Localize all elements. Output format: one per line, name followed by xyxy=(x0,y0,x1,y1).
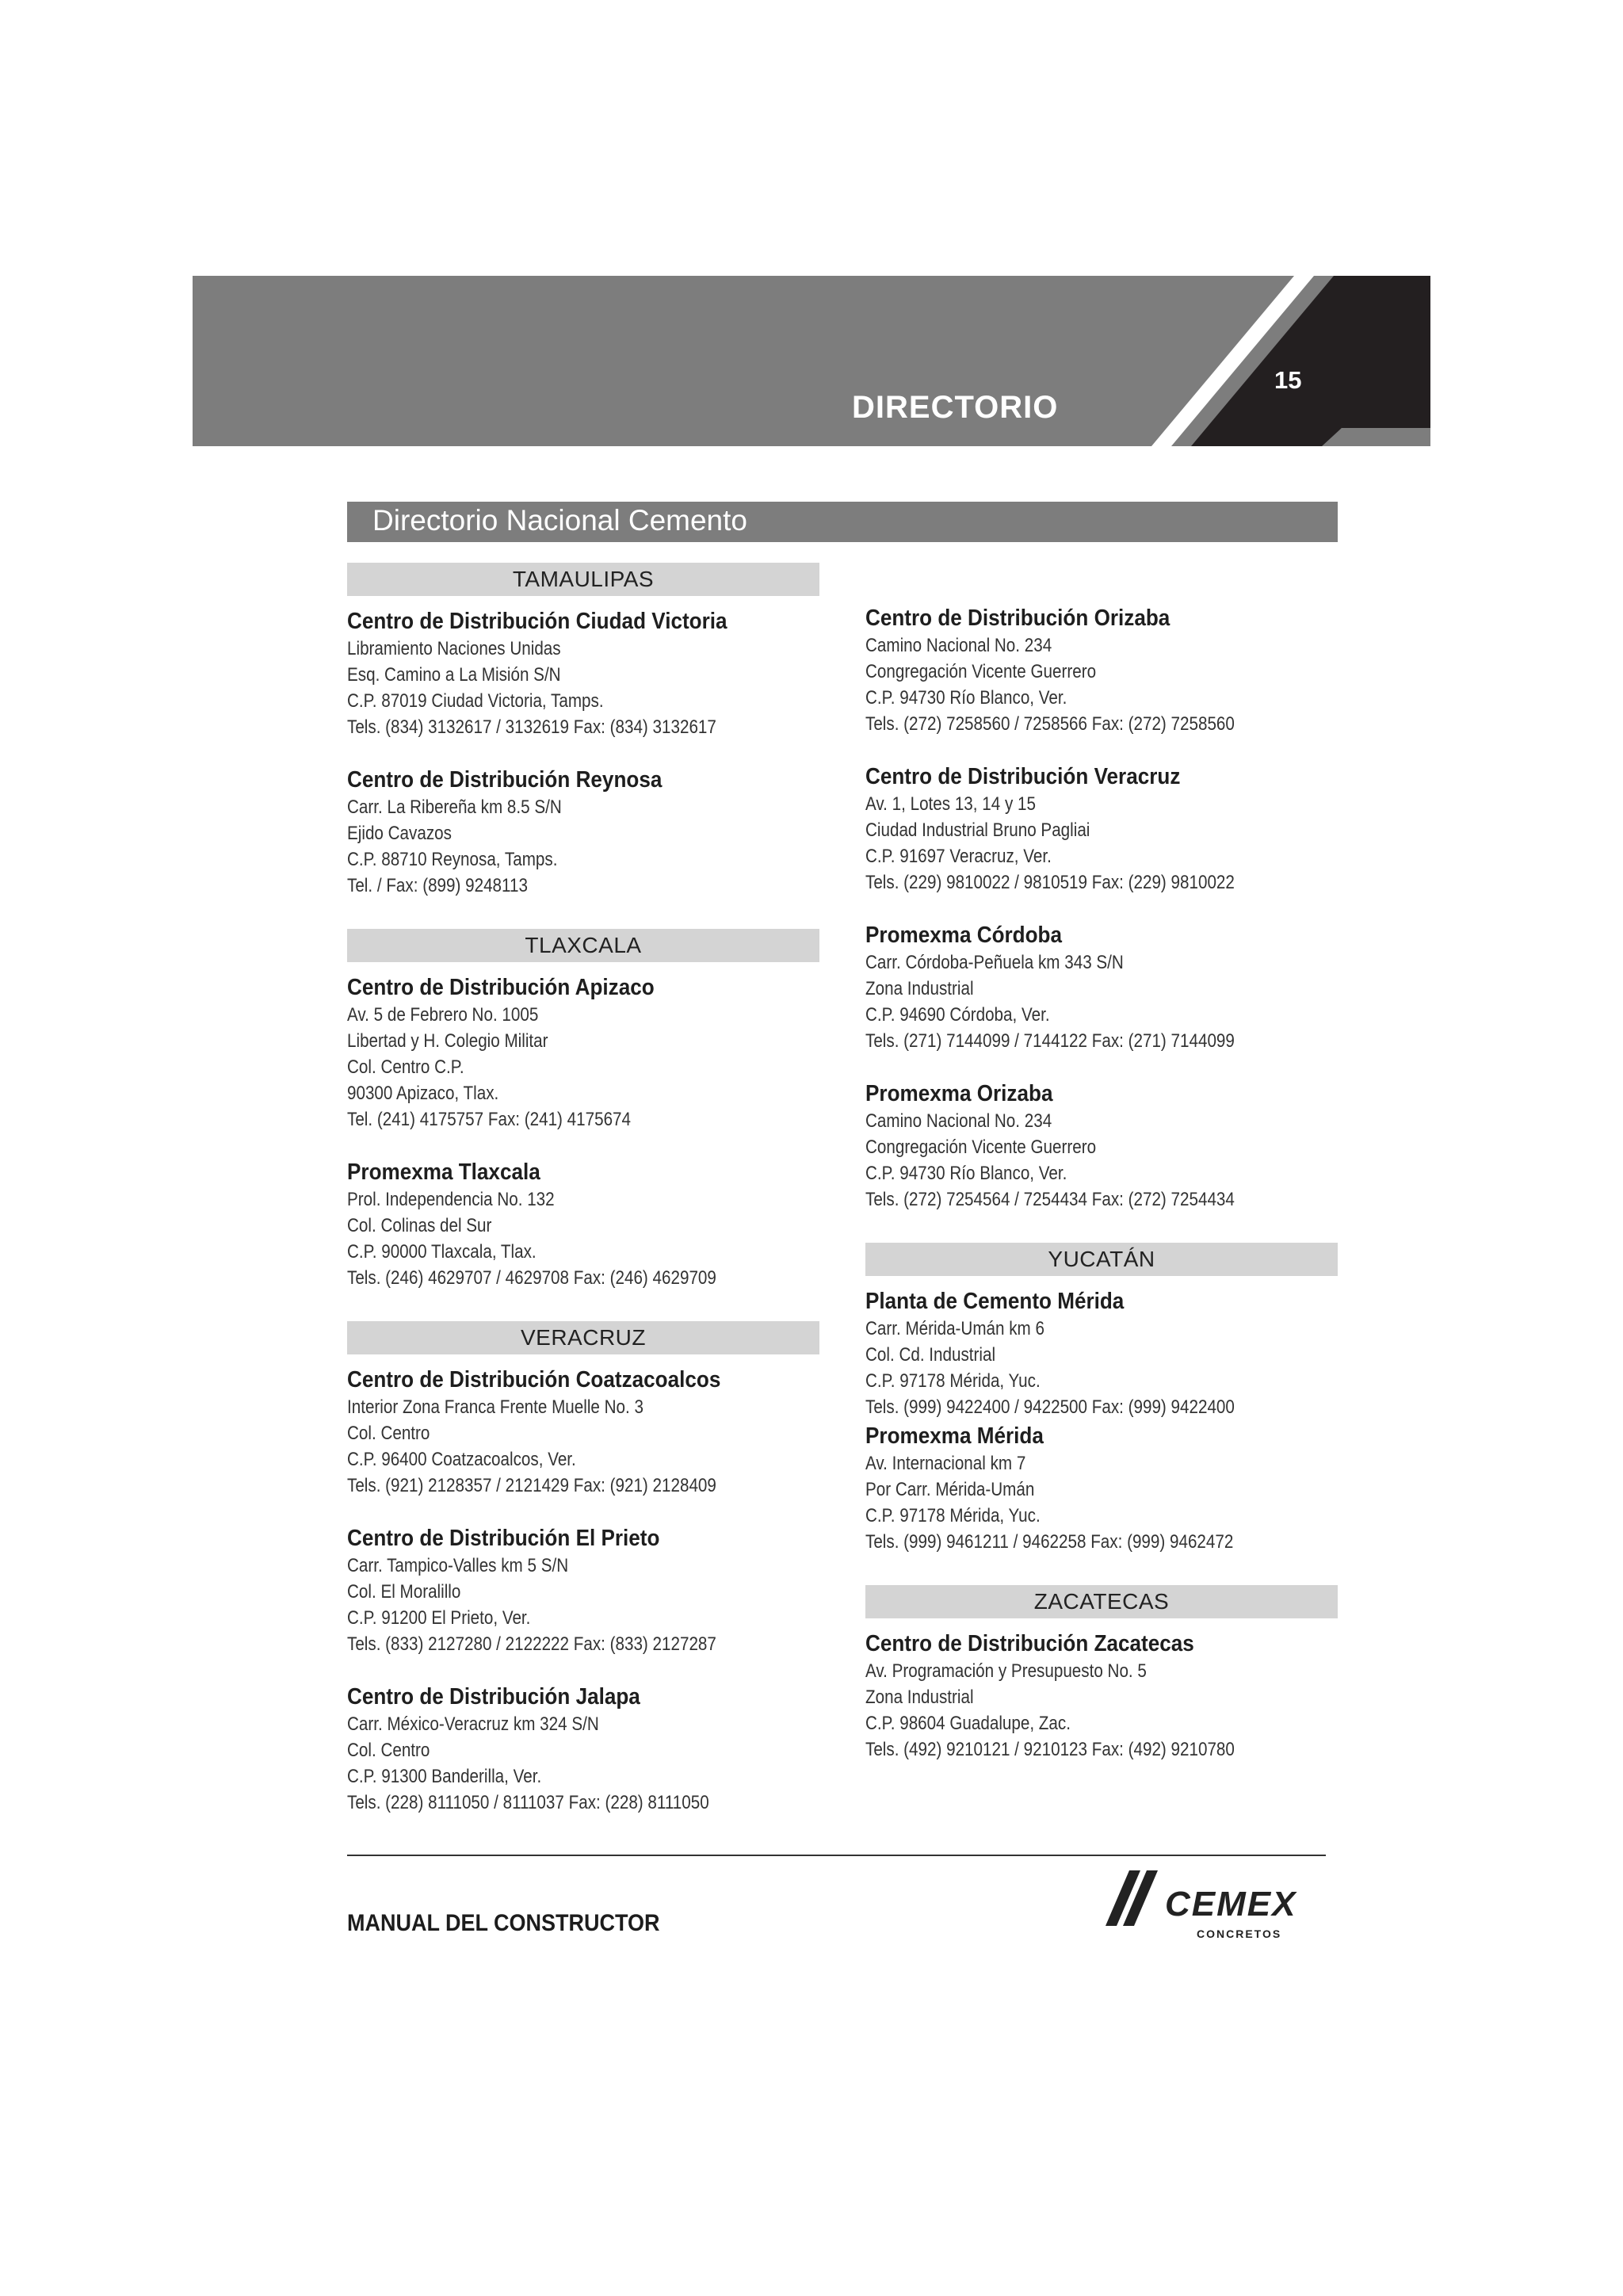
directory-entry xyxy=(865,1422,1338,1555)
entry-detail-line: Zona Industrial xyxy=(865,978,974,999)
entry-detail-line: Col. Centro xyxy=(347,1423,430,1444)
entry-detail-line: Prol. Independencia No. 132 xyxy=(347,1189,555,1210)
footer-rule xyxy=(347,1855,1326,1856)
region-header: TAMAULIPAS xyxy=(347,563,819,596)
entry-detail-line: Camino Nacional No. 234 xyxy=(865,1110,1052,1132)
header-title: DIRECTORIO xyxy=(852,390,1059,425)
entry-detail-line: Tels. (271) 7144099 / 7144122 Fax: (271) 7144099 xyxy=(865,1030,1235,1052)
directory-entry xyxy=(347,766,819,899)
entry-detail-line: Col. El Moralillo xyxy=(347,1581,461,1603)
directory-entry xyxy=(865,921,1338,1054)
entry-detail-line: C.P. 91697 Veracruz, Ver. xyxy=(865,846,1052,867)
entry-detail-line: Carr. México-Veracruz km 324 S/N xyxy=(347,1713,599,1735)
right-column xyxy=(865,563,1338,1763)
entry-detail-line: Interior Zona Franca Frente Muelle No. 3 xyxy=(347,1396,643,1418)
region-group xyxy=(347,563,819,899)
entry-detail-line: Tels. (272) 7258560 / 7258566 Fax: (272) 7258560 xyxy=(865,713,1235,735)
directory-entry xyxy=(347,1524,819,1657)
region-group xyxy=(865,1243,1338,1555)
entry-detail-line: C.P. 96400 Coatzacoalcos, Ver. xyxy=(347,1449,576,1470)
entry-detail-line: Tels. (999) 9422400 / 9422500 Fax: (999) 9422400 xyxy=(865,1396,1235,1418)
directory-entry xyxy=(347,607,819,740)
entry-detail-line: Carr. Mérida-Umán km 6 xyxy=(865,1318,1044,1339)
region-group xyxy=(865,1585,1338,1763)
directory-entry xyxy=(865,1079,1338,1213)
entry-detail-line: C.P. 88710 Reynosa, Tamps. xyxy=(347,849,558,870)
entry-detail-line: Tels. (921) 2128357 / 2121429 Fax: (921) 2128409 xyxy=(347,1475,716,1496)
entry-name: Promexma Tlaxcala xyxy=(347,1159,540,1185)
entry-name: Centro de Distribución Reynosa xyxy=(347,767,663,793)
entry-name: Promexma Orizaba xyxy=(865,1081,1053,1106)
entry-detail-line: Congregación Vicente Guerrero xyxy=(865,661,1097,682)
entry-detail-line: Av. 1, Lotes 13, 14 y 15 xyxy=(865,793,1036,815)
entry-detail-line: C.P. 94730 Río Blanco, Ver. xyxy=(865,1163,1067,1184)
entry-detail-line: Tels. (229) 9810022 / 9810519 Fax: (229) 9810022 xyxy=(865,872,1235,893)
entry-detail-line: Col. Cd. Industrial xyxy=(865,1344,996,1366)
entry-detail-line: C.P. 94730 Río Blanco, Ver. xyxy=(865,687,1067,709)
entry-detail-line: 90300 Apizaco, Tlax. xyxy=(347,1083,499,1104)
entry-name: Centro de Distribución Ciudad Victoria xyxy=(347,609,727,634)
entry-name: Promexma Córdoba xyxy=(865,923,1063,948)
directory-entry xyxy=(347,1366,819,1499)
directory-entry xyxy=(347,973,819,1133)
directory-entry xyxy=(865,1287,1338,1420)
region-header: ZACATECAS xyxy=(865,1585,1338,1618)
entry-name: Centro de Distribución Coatzacoalcos xyxy=(347,1367,721,1392)
entry-detail-line: Carr. Córdoba-Peñuela km 343 S/N xyxy=(865,952,1124,973)
entry-name: Centro de Distribución Veracruz xyxy=(865,764,1181,789)
section-title: Directorio Nacional Cemento xyxy=(372,504,747,537)
header-gray-cutout xyxy=(1326,428,1430,446)
entry-detail-line: Tels. (246) 4629707 / 4629708 Fax: (246) 4629709 xyxy=(347,1267,716,1289)
cemex-logo-word: CEMEX xyxy=(1165,1885,1297,1924)
entry-detail-line: Col. Centro C.P. xyxy=(347,1056,464,1078)
directory-entry xyxy=(347,1158,819,1291)
entry-detail-line: Zona Industrial xyxy=(865,1687,974,1708)
page-number: 15 xyxy=(1274,366,1302,394)
region-group xyxy=(347,929,819,1291)
entry-detail-line: Esq. Camino a La Misión S/N xyxy=(347,664,561,686)
region-header: YUCATÁN xyxy=(865,1243,1338,1276)
entry-detail-line: Tels. (272) 7254564 / 7254434 Fax: (272) 7254434 xyxy=(865,1189,1235,1210)
entry-name: Centro de Distribución El Prieto xyxy=(347,1526,660,1551)
entry-detail-line: C.P. 91200 El Prieto, Ver. xyxy=(347,1607,531,1629)
entry-name: Centro de Distribución Jalapa xyxy=(347,1684,640,1710)
entry-detail-line: Libramiento Naciones Unidas xyxy=(347,638,561,659)
entry-detail-line: Av. Programación y Presupuesto No. 5 xyxy=(865,1660,1147,1682)
directory-entry xyxy=(865,1629,1338,1763)
entry-name: Planta de Cemento Mérida xyxy=(865,1289,1125,1314)
entry-name: Centro de Distribución Zacatecas xyxy=(865,1631,1194,1656)
directory-entry xyxy=(347,1683,819,1816)
entry-name: Centro de Distribución Apizaco xyxy=(347,975,655,1000)
entry-detail-line: C.P. 98604 Guadalupe, Zac. xyxy=(865,1713,1071,1734)
entry-detail-line: Carr. La Ribereña km 8.5 S/N xyxy=(347,797,562,818)
region-group xyxy=(865,604,1338,1213)
entry-detail-line: Tels. (999) 9461211 / 9462258 Fax: (999) 9462472 xyxy=(865,1531,1234,1553)
entry-detail-line: Ciudad Industrial Bruno Pagliai xyxy=(865,819,1090,841)
left-column xyxy=(347,563,819,1816)
entry-detail-line: C.P. 94690 Córdoba, Ver. xyxy=(865,1004,1050,1026)
manual-title: MANUAL DEL CONSTRUCTOR xyxy=(347,1910,660,1936)
entry-detail-line: Av. Internacional km 7 xyxy=(865,1453,1026,1474)
entry-detail-line: C.P. 87019 Ciudad Victoria, Tamps. xyxy=(347,690,604,712)
region-header: TLAXCALA xyxy=(347,929,819,962)
entry-detail-line: Ejido Cavazos xyxy=(347,823,452,844)
entry-detail-line: C.P. 91300 Banderilla, Ver. xyxy=(347,1766,542,1787)
directory-entry xyxy=(865,762,1338,896)
region-group xyxy=(347,1321,819,1816)
entry-detail-line: Congregación Vicente Guerrero xyxy=(865,1137,1097,1158)
header-stripes xyxy=(193,276,1430,446)
entry-detail-line: C.P. 97178 Mérida, Yuc. xyxy=(865,1370,1041,1392)
entry-detail-line: Tel. (241) 4175757 Fax: (241) 4175674 xyxy=(347,1109,632,1130)
entry-detail-line: Av. 5 de Febrero No. 1005 xyxy=(347,1004,539,1026)
entry-name: Centro de Distribución Orizaba xyxy=(865,606,1170,631)
entry-name: Promexma Mérida xyxy=(865,1423,1044,1449)
entry-detail-line: Tels. (833) 2127280 / 2122222 Fax: (833) 2127287 xyxy=(347,1633,716,1655)
directory-entry xyxy=(865,604,1338,737)
entry-detail-line: Tels. (834) 3132617 / 3132619 Fax: (834) 3132617 xyxy=(347,716,716,738)
cemex-logo-subtitle: CONCRETOS xyxy=(1197,1927,1282,1940)
entry-detail-line: Por Carr. Mérida-Umán xyxy=(865,1479,1035,1500)
entry-detail-line: Tels. (492) 9210121 / 9210123 Fax: (492) 9210780 xyxy=(865,1739,1235,1760)
entry-detail-line: Libertad y H. Colegio Militar xyxy=(347,1030,548,1052)
entry-detail-line: C.P. 97178 Mérida, Yuc. xyxy=(865,1505,1041,1526)
entry-detail-line: C.P. 90000 Tlaxcala, Tlax. xyxy=(347,1241,537,1263)
entry-detail-line: Tels. (228) 8111050 / 8111037 Fax: (228) 8111050 xyxy=(347,1792,709,1813)
entry-detail-line: Tel. / Fax: (899) 9248113 xyxy=(347,875,528,896)
region-header: VERACRUZ xyxy=(347,1321,819,1354)
entry-detail-line: Col. Colinas del Sur xyxy=(347,1215,492,1236)
entry-detail-line: Camino Nacional No. 234 xyxy=(865,635,1052,656)
entry-detail-line: Carr. Tampico-Valles km 5 S/N xyxy=(347,1555,569,1576)
entry-detail-line: Col. Centro xyxy=(347,1740,430,1761)
